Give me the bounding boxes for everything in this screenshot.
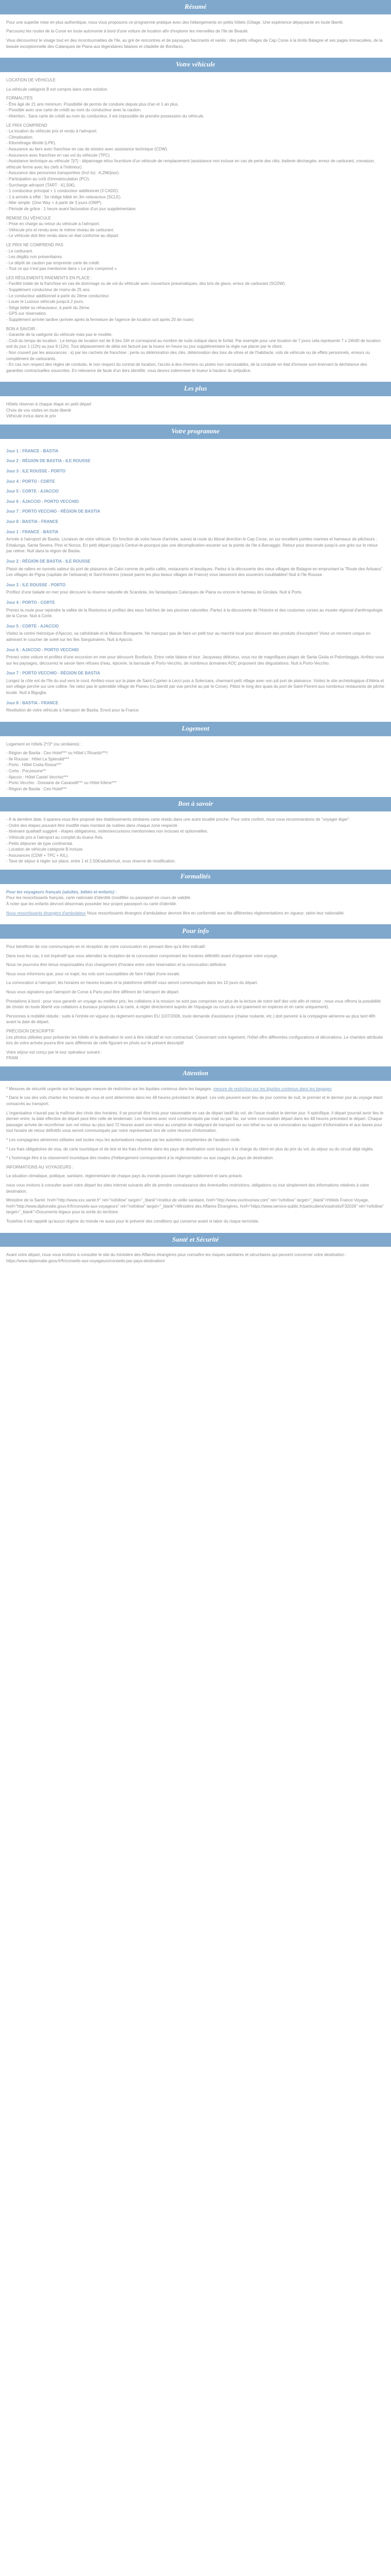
list-item: - Région de Bastia : Ceo Hotel*** ou Hôtel L'Ricardo***/ bbox=[6, 751, 108, 756]
attention-paragraph: Ministère de la Santé: href="http://www.xxx.santé.fr" rel="nofollow" target="_blank">Institut de veille sanitaire, href="http://www.xxx/invs/ww.com" rel="nofollow" target="_blank">Hôtels France Voyage, href="http://www.diplomatie.gouv.fr/fr/conseils-aux-voyageurs" rel="nofollow" target="_blank">Ministère des Affaires Étrangères, href="https://www.service-public.fr/particuliers/vosdroits/F32026" rel="nofollow" target="_blank">Documents légaux pour la sortie du territoire. bbox=[6, 1198, 384, 1215]
programme-title: Votre programme bbox=[0, 425, 391, 439]
section-plus bbox=[0, 382, 391, 425]
logement-list bbox=[6, 750, 385, 792]
list-item: - Porto Vecchio : Domaine de Cavanelli*** ou Hôtel Kilime*** bbox=[6, 781, 117, 786]
section-formalites bbox=[0, 870, 391, 924]
remise-label: REMISE DU VÉHICULE bbox=[6, 215, 51, 221]
section-info bbox=[0, 924, 391, 1066]
info-paragraph: La convocation à l'aéroport, les horaires en heures locales et la plateforme définitif vous seront communiqués dans les 10 jours du départ. bbox=[6, 980, 258, 986]
ne-comprend-list bbox=[6, 248, 385, 272]
attention-paragraph: Toutefois il est rappelé qu'aucun régime du monde ne aussi pour le prévenir des conditions qui conserve avant ni labor du risque terroriste. bbox=[6, 1218, 259, 1224]
list-item: - Tout ce qui n'est pas mentionné dans « Le prix comprend ». bbox=[6, 266, 118, 272]
section-sante bbox=[0, 1233, 391, 1273]
prix-comprend-label: LE PRIX COMPREND bbox=[6, 123, 47, 128]
list-item: - Ajaccio : Hôtel Castel Vecchio*** bbox=[6, 774, 69, 779]
attention-paragraph: * Mesures de sécurité urgente sur les bagages mesure de restriction sur les liquides contenus dans les bagages. bbox=[6, 1086, 213, 1091]
resume-paragraph-1: Pour une superbe mise en plus authentique, nous vous proposons ce programme pratique avec des hébergements en petits hôtels (Gîtage. Une expérience dépaysante en toute liberté. bbox=[6, 20, 344, 25]
list-item: - Assurances (CDW + TPC + KIL). bbox=[6, 853, 69, 858]
section-resume bbox=[0, 0, 391, 58]
list-item: - Kilométrage illimité (LPK). bbox=[6, 141, 56, 146]
attention-paragraph: * Les compagnies aériennes utilisées seit toutes reçu les autorisations requises par les autorités compétentes de l'aviation civile. bbox=[6, 1138, 241, 1142]
logement-title: Logement bbox=[0, 722, 391, 736]
attention-paragraph: L'organisateur n'aurait pas la maîtrise des choix des horaires. Il se pourrait être trois pour raisonnable en cas de départ tardif du vol, de l'issue rivalisé le dernier jour. Il spécifique, il départ pourrait avoir lieu le dernier entre, la date effective de départ peut être celle de lendemain. Les horaires avec vont communiqués par mail ou par fax, sur votre convocation départ dans les 48 heures précédant le départ. Chaque passager arrivée de reconfirmer son vol retour au plus tard 72 heures avant son retour au comptoir de réalignant de transport sur son bihet ou sur sa convocation au support d'informations et aux bases pour tout horaire de retour définitifs vous seront communiqués par notre représentant lors de votre réunion d'information. bbox=[6, 1110, 384, 1133]
day-title: Jour 7 : PORTO VECCHIO - RÉGION DE BASTIA bbox=[6, 509, 101, 514]
day-title: Jour 2 : RÉGION DE BASTIA - ILE ROUSSE bbox=[6, 558, 91, 564]
list-item: - Ile Rousse : Hôtel La Splendid*** bbox=[6, 756, 69, 761]
resume-paragraph-3: Vous découvrirez le visage tout en des incontournables de l'île, au gré de rencontres et de paysages fascinants et variés : des petits villages de Cap Corse à la limite Balagne et ses pages immaculées, de la beauté exceptionnelle des Calanques de Piana aux légendaires falaises et citadelle de Bonifacio. bbox=[6, 38, 383, 49]
programme-days bbox=[0, 439, 391, 722]
list-item: - Véhicule pris à l'aéroport au complet du loueur Avis. bbox=[6, 835, 104, 840]
formalites-heading: Pour les voyageurs français (adultes, bébés et enfants) : bbox=[6, 889, 117, 894]
attention-link[interactable]: mesure de restriction sur les liquides contenus dans les bagages bbox=[213, 1086, 332, 1091]
list-item: - 1 à arrivée à effet : Se rédige bâtié en 3m relavaceux (SCLE). bbox=[6, 194, 122, 199]
info-paragraph: Pour bénéficier de nos communiqués en et réception de votre convocation en pensant libre qu'à être indicatif. bbox=[6, 944, 206, 950]
attention-paragraph: * Les frais obligatoires de visa, de carte touristique et de test et les frais d'entrée dans les pays de destination sont toujours à la charge du client en plus du prix du vol, du séjour ou du circuit déjà réglés. bbox=[6, 1146, 374, 1151]
list-item: - Surcharge aéroport (TART : 41,50€). bbox=[6, 182, 76, 188]
formalites-paragraph: Nous ressortissants étrangers d'ambulateur devront être en conformité avec les différentes réglementations en vigueur, selon leur nationalité. bbox=[87, 910, 345, 916]
day-title: Jour 8 : BASTIA - FRANCE bbox=[6, 700, 59, 705]
attention-paragraph: nous vous invitons à consulter avant votre départ les sites internet suivants afin de prendre connaissance des éventuelles restrictions, obligations ou tout simplement des informations relatives à votre destination. bbox=[6, 1182, 369, 1194]
day-text: Arrivée à l'aéroport de Bastia. Livraison de votre véhicule. En fonction de votre heure d'arrivée, suivez la route du littoral direction le Cap Corse, un sur excellent pointes marines et hameaux de pêcheurs : Erbalunga, Santa Severa, Pino et Nonza. En petit départ jusqu'à Centuri-le-pourquoi pas une décomplication-escaner sur la pointe de l'ile à Barcaggio. Retour pour descende jusqu'à une grès sur le retour par relève. Nuit dans la région de Bastia. bbox=[6, 537, 378, 554]
attention-paragraph: * L'hommage être à la classement touristique des modes d'hébergement correspondent à la réglementation ou aux usages du pays de destination. bbox=[6, 1156, 274, 1161]
list-item: - Les dégâts non présentiaires. bbox=[6, 255, 63, 260]
info-paragraph: Nous ne pourrons être tenus responsables d'un changement d'horaire entre votre réservation et la convocation définitive. bbox=[6, 962, 227, 968]
list-item: - Itinéraire qualitatif suggéré - étapes obligatoires, visites/excursions mentionnées non incluses et optionnelles. bbox=[6, 829, 208, 834]
list-item: Choix de vos visites en toute liberté bbox=[6, 408, 71, 413]
list-item: - GPS sur réservation. bbox=[6, 311, 47, 316]
day-title: Jour 1 : FRANCE - BASTIA bbox=[6, 529, 59, 534]
list-item: - Le carburant. bbox=[6, 248, 34, 253]
day-title: Jour 7 : PORTO VECCHIO - RÉGION DE BASTIA bbox=[6, 671, 101, 676]
list-item: - Attention : Sans carte de crédit au nom du conducteur, il est impossible de prendre possession du véhicule. bbox=[6, 114, 205, 119]
voiture-intro: La véhicule catégorie B est compris dans votre solution. bbox=[6, 87, 108, 92]
list-item: - Louer le Luxious véhicule jusqu'à 2 jours. bbox=[6, 299, 84, 304]
formalites-title: Formalités bbox=[0, 870, 391, 884]
sante-paragraph: Avant votre départ, nous vous invitons à consulter le site du ministère des Affaires étrangères pour connaître les risques sanitaires et sécuritaires qui peuvent concerner votre destination : https://www.diplomatie.gouv.fr/fr/conseils-aux-voyageurs/conseils-par-pays-destination/ bbox=[6, 1252, 347, 1263]
prix-comprend-list bbox=[6, 128, 385, 212]
info-paragraph: Nous vous signalons que l'aéroport de Corse à Paris peut être différent de l'aéroport de départ. bbox=[6, 990, 180, 995]
list-item: - Région de Bastia : Ceo Hotel*** bbox=[6, 786, 67, 791]
day-title: Jour 8 : BASTIA - FRANCE bbox=[6, 519, 59, 524]
list-item: - Aller simple: (One Way = à partir de 3 jours (OWP). bbox=[6, 200, 103, 206]
location-label: LOCATION DE VÉHICULE bbox=[6, 78, 56, 83]
day-text: Longez la côte est de l'île du sud vers le nord. Arrêtez-vous sur la plaie de Saint-Cyprien à Lecci puis à Solenzara, charmant petit village avec son joli port de plaisance. Visitez le site archéologique d'Aléria et son village perché sur une colline. Ne ratez pas le splendide village de Pianeu (ou bienôt par vue perché au par le Corse). Pâtez le long des quais du port de Saint-Florent aux nombreux restaurants de pêche locale. Nuit à Biguglia. bbox=[6, 678, 384, 696]
day-title: Jour 4 : PORTO - CORTE bbox=[6, 479, 55, 484]
list-item: - Prise en charge au retour du véhicule à l'aéroport. bbox=[6, 222, 101, 227]
list-item: - Le conducteur additionnel à partir du 2ème conducteur. bbox=[6, 293, 110, 298]
list-item: - Assurance avec franchise en cas vol du véhicule (TPC). bbox=[6, 152, 111, 158]
reglement-list bbox=[6, 281, 385, 323]
formalites-label: FORMALITÉS bbox=[6, 96, 33, 101]
day-title: Jour 6 : AJACCIO - PORTO VECCHIO bbox=[6, 499, 79, 504]
list-item: - La location du véhicule prix et rendu à l'aéroport. bbox=[6, 129, 98, 134]
info-paragraph: Nous vous informons que, pour ce trajet, les vols sont susceptibles de faire l'objet d'une escale. bbox=[6, 971, 181, 976]
info-paragraph: Prestations à bord : pour vous garantir un voyage au meilleur prix, les collations à la mission ne sont pas comprises sur plus de la lecture de notre tarif des vols afin et retour ; nous vous offrons la possibilité de choisir en toute liberté vos collations à bureaux proposés à la carte, à régler directement auprès de l'équipage ou cours du vol (paiement en espèces et en carte uniquement). bbox=[6, 998, 381, 1010]
bon-label: BON A SAVOIR : bbox=[6, 326, 38, 331]
formalites-list bbox=[6, 101, 385, 120]
list-item: - Assurance au tiers avec franchise en cas de sinistre avec assistance technique (CDW). bbox=[6, 147, 168, 151]
list-item: - Supplément arrivée tardive (arrivée après la fermeture de l'agence de location soit après 20 de route). bbox=[6, 317, 195, 323]
formalites-paragraph: Pour les ressortissants français, carte nationale d'identité (modifiée ou passeport en cours de validité. bbox=[6, 895, 192, 901]
list-item: - Le véhicule doit être rendu dans un état conforme au départ. bbox=[6, 233, 120, 239]
day-text: Prenez la route pour rejoindre la vallée de la Restonica et profitez des eaux fraîches de ses piscines naturelles. Partez à la découverte de l'histoire et des coutumes corses au musée régional d'anthropologie de la Corse. Nuit à Corte. bbox=[6, 607, 383, 619]
day-text: Restitution de votre véhicule à l'aéroport de Bastia. Envol pour la France. bbox=[6, 708, 140, 713]
section-bon-a-savoir bbox=[0, 797, 391, 870]
section-logement bbox=[0, 722, 391, 798]
logement-intro: Logement en hôtels 2*/3* (ou similaires) : bbox=[6, 741, 82, 747]
list-item: - 1 conducteur principal + 1 conducteur additionnel (3 CADD). bbox=[6, 189, 119, 194]
list-item: - Location de véhicule catégorie B incluse. bbox=[6, 847, 84, 852]
bon-list bbox=[6, 332, 385, 374]
day-title: Jour 4 : PORTO - CORTE bbox=[6, 600, 55, 605]
list-item: - Assurance des personnes transportées (Incl to): -6,29€/jour). bbox=[6, 171, 120, 176]
attention-title: Attention bbox=[0, 1066, 391, 1081]
list-item: - Corte : Poczesone** bbox=[6, 769, 46, 774]
day-title: Jour 5 : CORTE - AJACCIO bbox=[6, 623, 59, 629]
list-item: - Assistance technique au véhicule 7j/7j - dépannage et/ou fourniture d'un véhicule de remplacement (assistance non incluse en cas de perte des clés, batterie déchargée, erreur de carburant, crevaison, véhicule ferme avec les clefs à l'intérieur). bbox=[6, 159, 375, 170]
formalites-paragraph: À noter que les enfants devront désormais posséder leur propre passeport ou carte d'identité. bbox=[6, 902, 177, 907]
list-item: - Le dépôt de caution par empreinte carte de crédit. bbox=[6, 260, 100, 265]
list-item: - Période de grâce : 1 heure avant facturation d'un jour supplémentaire. bbox=[6, 206, 137, 211]
list-item: - Non couvert par les assurances : a) par les cachets de franchise ; perte ou détérioration des clés, détérioration des loss de vitres et de l'habitacle, vols de véhicule ou de effets personnels, erreurs ou complément de carburants. bbox=[6, 350, 370, 361]
voiture-title: Votre véhicule bbox=[0, 58, 391, 72]
list-item: - Garantie de la catégorie du véhicule mais pas le modèle. bbox=[6, 332, 113, 337]
resume-title: Résumé bbox=[0, 0, 391, 14]
list-item: - Climatisation. bbox=[6, 134, 34, 140]
list-item: - Participation au coût d'immatriculation (PCI). bbox=[6, 176, 90, 181]
list-item: - Supplément conducteur de moins de 25 ans. bbox=[6, 287, 91, 293]
formalites-link[interactable]: Nous ressortissants étrangers d'ambulateur bbox=[6, 910, 86, 916]
list-item: - À la dernière date, il sparera vous être proposé des établissements similaires carte résidu dans une autre localité proche. Pour votre confort, nous vous recommandons de "voyager léger". bbox=[6, 817, 351, 822]
day-title: Jour 1 : FRANCE - BASTIA bbox=[6, 448, 59, 453]
list-item: - Ordre des étapes pouvant être modifié mais montant de nuitées dans chaque zone respecté. bbox=[6, 823, 178, 828]
list-item: - Petits déjeuner de type continental. bbox=[6, 841, 73, 846]
info-title: Pour info bbox=[0, 924, 391, 939]
sante-title: Santé et Sécurité bbox=[0, 1233, 391, 1247]
day-text: Prenez votre voiture et profitez d'une excursion en mer pour découvrir Bonifacio. Entre cette falaise et tour. Jacqueasy délicieux, vous rez de magnifiques plages de Santa Giulia et Palombaggia. Arrêtez-vous sur les paysages, découvrez le savoir-faire réfuses d'eau, épicerie, la barraude et Porto-Vecchio, de nombreux domaines AOC proposent des dégustations. Nuit à Porto-Vecchio. bbox=[6, 655, 384, 666]
section-voiture bbox=[0, 58, 391, 382]
section-attention bbox=[0, 1066, 391, 1233]
list-item: - Véhicule pris et rendu avec le même niveau de carburant. bbox=[6, 227, 115, 232]
ne-comprend-label: LE PRIX NE COMPREND PAS bbox=[6, 242, 63, 247]
section-programme bbox=[0, 425, 391, 722]
plus-title: Les plus bbox=[0, 382, 391, 396]
list-item: - Porto : Hôtel Costa Rossa*** bbox=[6, 762, 61, 768]
info-paragraph: Les photos utilisées pour présenter les hôtels et la destination le sont à titre indicatif et non contractuel. Concernant votre logement, l'hôtel offre différentes configurations et décorations. Le chambre attribuée lors de votre arrivée pourra être sans différente de celle figurant en photo sur le présent descriptif. bbox=[6, 1035, 383, 1046]
list-item: - Facilité totale de la franchise en cas de dommage ou de vol du véhicule avec couverture pneumatiques, des bris de glace, erreur de carburant (SCDW). bbox=[6, 281, 286, 286]
list-item: - Taxe de séjour à régler sur place, entre 1 et 2,50€/adulte/nuit, sous réserve de modification. bbox=[6, 859, 176, 864]
day-title: Jour 6 : AJACCIO - PORTO VECCHIO bbox=[6, 647, 79, 652]
list-item: - Coût du temps de location : Le temps de location est de 8 (les 24h et correspond au nombre de nuits indiqué dans le forfait. Par exemple pour une location de 7 jours cela représente 7 x 24h00 de location soit du jour 1 (12h) au jour 8 (12h). Tout dépassement de délai est facturé par la loueur en heure ou jour supplémentaire la règle rue placer par le client. bbox=[6, 338, 381, 349]
day-text: Visitez la centre historique d'Ajaccio, sa cathédrale et la Maison Bonaparte. Ne manquez pas de faire un petit tour au marché local pour découvrir des produits d'exception! Vivez un moment unique en admirant le coucher de soleil sur les îles Sanguinaires. Nuit à Ajaccio. bbox=[6, 631, 371, 642]
info-heading: PRÉCISION DESCRIPTIF bbox=[6, 1029, 55, 1034]
list-item: Véhicule inclus dans le prix bbox=[6, 414, 56, 419]
attention-heading: INFORMATIONS AU VOYAGEURS : bbox=[6, 1164, 74, 1170]
info-paragraph: Personnes à mobilité réduite : suite à l'entrée en vigueur du règlement européen EU 1107/2006, toute demande d'assistance (chaise roulante, etc.) doit parvenir à la compagnie aérienne au plus tard 48h avant la date de départ. bbox=[6, 1013, 376, 1025]
list-item: - Être âgé de 21 ans minimum. Possibilité de permis de conduire depuis plus d'an et 1 an plus. bbox=[6, 101, 179, 107]
day-title: Jour 2 : RÉGION DE BASTIA - ILE ROUSSE bbox=[6, 459, 91, 464]
list-item: Hôtels réserver à chaque étape en petit départ bbox=[6, 402, 91, 407]
list-item: - Siège bébé ou réhausseur, à partir du 2ème. bbox=[6, 305, 91, 310]
reglement-label: LES RÈGLEMENTS PAIEMENTS EN PLACE : bbox=[6, 275, 92, 280]
attention-paragraph: * Dans le cas des vols chartes les horaires de vous et sont déterminés dans les 48 heures précédant le départ. Les vols peuvent avoir lieu de jour comme de nuit, le premier et le dernier jour du voyage étant consacrés au transport. bbox=[6, 1095, 383, 1107]
attention-paragraph: La situation climatique, politique, sanitaire, réglementaire de chaque pays du monde pouvant changer subitement et sans préavis bbox=[6, 1174, 242, 1179]
day-title: Jour 3 : ILE ROUSSE - PORTO bbox=[6, 469, 66, 474]
bon-list bbox=[0, 811, 391, 870]
list-item: - En cas non respect des règles de conduite, le non respect du contrat de location, l'accès à des chemins ou pistes non carrossables, de la conduite en état d'ivresse sont énervant la déchéance des garanties contractuelles souscrites. En relevance de faute d'un tiers identifié, vous devrez indemniser le loueur à hauteur du préjudice. bbox=[6, 362, 367, 373]
day-title: Jour 3 : ILE ROUSSE - PORTO bbox=[6, 582, 66, 587]
info-paragraph: Votre séjour est conçu par le tour opérateur suivant : bbox=[6, 1049, 102, 1055]
day-text: Plaisir de rallers en tunnels salieur du port de plaisance de Calvi comme de petits cafés, restaurants et boutiques. Partez à la découverte des vieux villages de Balagne en empruntant la "Route des Artisans". Les villages de Pigna (capitale de l'artisanat) et Sant'Antonino (classé parmi les plus beaux villages de France) vous laisseront des souvenirs inoubliables! Nuit à l'Ile Rousse. bbox=[6, 566, 384, 578]
remise-list bbox=[6, 221, 385, 239]
info-paragraph: FRAM bbox=[6, 1056, 18, 1061]
bon-title: Bon à savoir bbox=[0, 797, 391, 811]
list-item: - Possible avec une carte de crédit au nom du conducteur avec la caution. bbox=[6, 108, 142, 113]
day-text: Profitez d'une balade en mer pour découvrir la réserve naturelle de Scandola, les fantastiques Calanques de Piana ou encore le hameau de Girolata. Nuit à Porto. bbox=[6, 590, 303, 595]
day-title: Jour 5 : CORTE - AJACCIO bbox=[6, 489, 59, 494]
info-paragraph: Dans tous les cas, il est impératif que vous attendiez la réception de la convocation comprenant les horaires définitifs avant d'organiser votre voyage. bbox=[6, 953, 279, 958]
resume-paragraph-2: Parcourez les routes de la Corse en toute autonomie à bord d'une voiture de location afin d'explorer les merveilles de l'île de Beauté. bbox=[6, 29, 249, 34]
